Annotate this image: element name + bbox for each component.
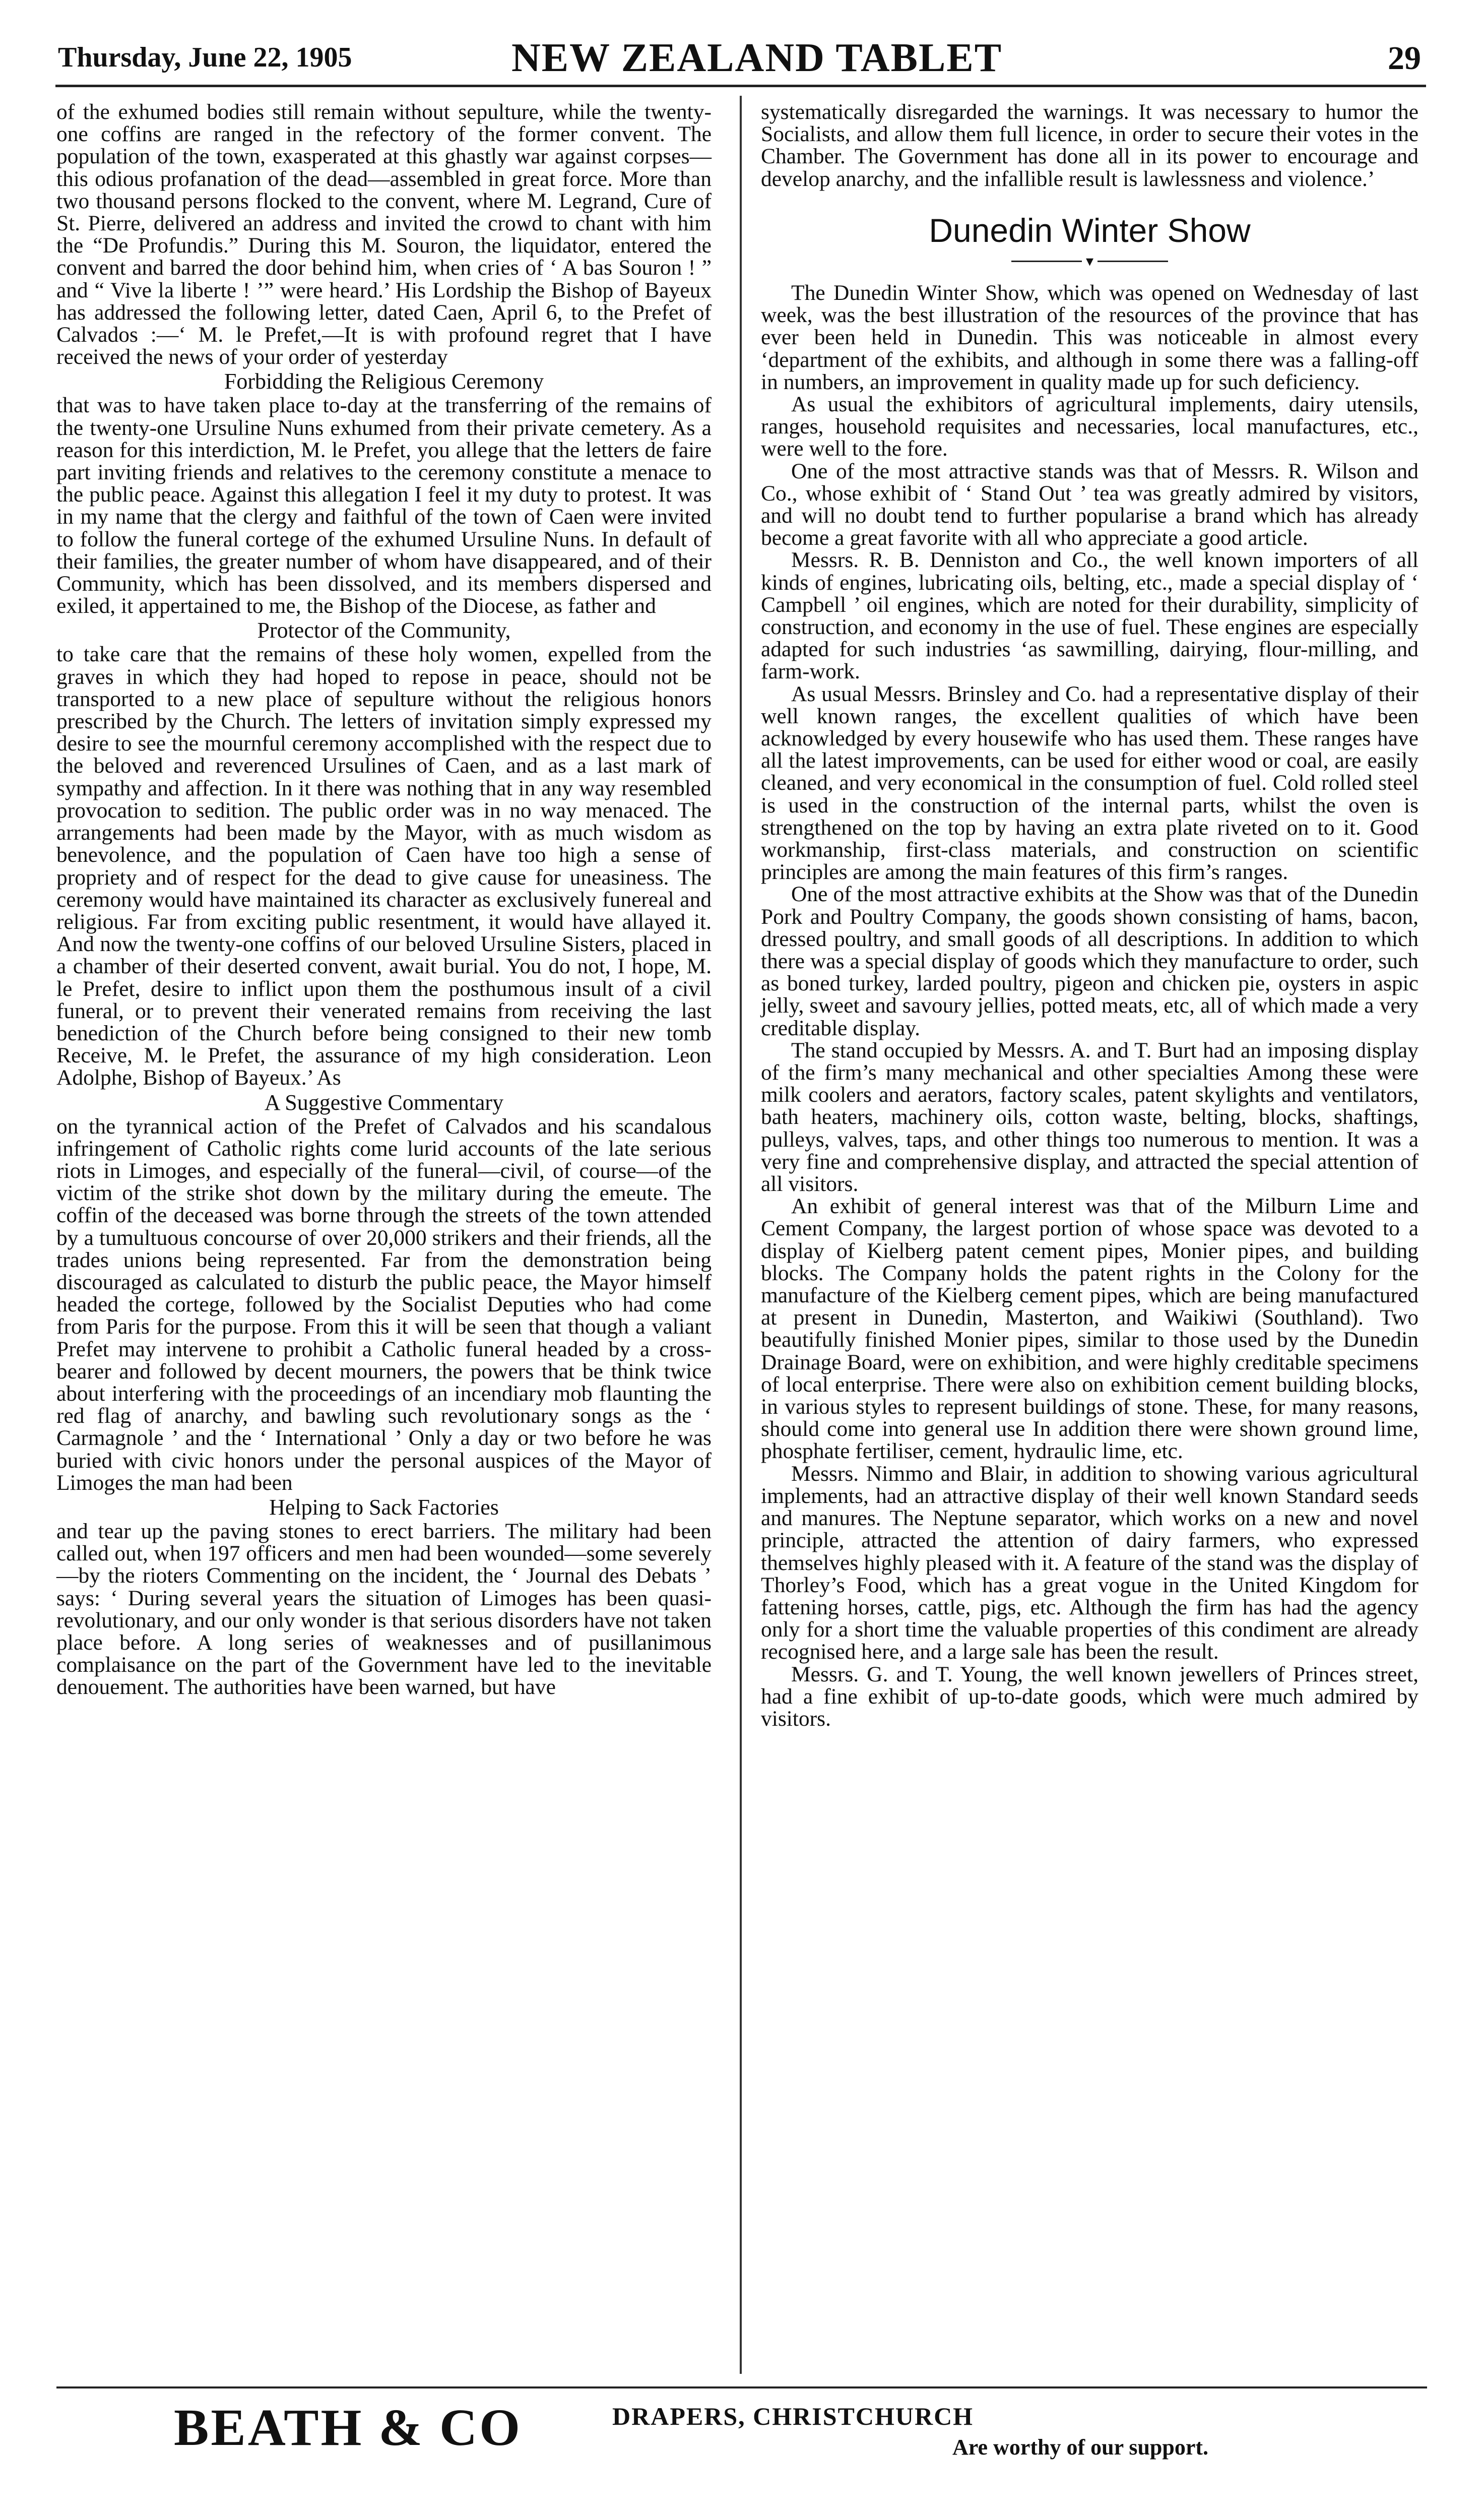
article-paragraph: that was to have taken place to-day at the transferring of the remains of the twenty-one Ursuline Nuns exhumed from their private cemetery. As a reason for this interdiction, M. le Prefet, you allege that the letters de faire part inviting friends and relatives to the ceremony constitute a menace to the public peace. Against this allegation I feel it my duty to protest. It was in my name that the clergy and faithful of the town of Caen were invited to follow the funeral cortege of the exhumed Ursuline Nuns. In default of their families, the greater number of whom have disappeared, and of their Community, which has been dissolved, and its members dispersed and exiled, it appertained to me, the Bishop of the Diocese, as father and: [56, 393, 712, 618]
article-paragraph: One of the most attractive stands was that of Messrs. R. Wilson and Co., whose exhibit of ‘ Stand Out ’ tea was greatly admired by visitors, and will no doubt tend to further popularise a brand which has already become a great favorite with all who appreciate a good article.: [761, 459, 1418, 550]
ornament-rule: [761, 250, 1418, 272]
subheading: A Suggestive Commentary: [264, 1090, 504, 1115]
article-paragraph: As usual Messrs. Brinsley and Co. had a representative display of their well known ranges, the excellent qualities of which have been acknowledged by every housewife who has used them. These ranges have all the latest improvements, can be used for either wood or coal, are easily cleaned, and very economical in the consumption of fuel. Cold rolled steel is used in the construction of the internal parts, whilst the oven is strengthened on the top by having an extra plate riveted on to it. Good workmanship, first-class materials, and construction on scientific principles are among the main features of this firm’s ranges.: [761, 681, 1418, 885]
section-title: Dunedin Winter Show: [929, 211, 1251, 249]
article-paragraph: of the exhumed bodies still remain without sepulture, while the twenty-one coffins are ranged in the refectory of the former convent. The population of the town, exasperated at this ghastly war against corpses—this odious profanation of the dead—assembled in great force. More than two thousand persons flocked to the convent, where M. Legrand, Cure of St. Pierre, delivered an address and invited the crowd to chant with him the “De Profundis.” During this M. Souron, the liquidator, entered the convent and barred the door behind him, when cries of ‘ A bas Souron ! ” and “ Vive la liberte ! ’” were heard.’ His Lordship the Bishop of Bayeux has addressed the following letter, dated Caen, April 6, to the Prefet of Calvados :—‘ M. le Prefet,—It is with profound regret that I have received the news of your order of yesterday: [56, 100, 712, 369]
article-paragraph: systematically disregarded the warnings. It was necessary to humor the Socialists, and allow them full licence, in order to secure their votes in the Chamber. The Government has done all in its power to encourage and develop anarchy, and the infallible result is lawlessness and violence.’: [761, 100, 1418, 191]
ornament-line: [1098, 261, 1168, 262]
article-paragraph: to take care that the remains of these holy women, expelled from the graves in which they had hoped to repose in peace, should not be transported to a new place of sepulture without the religious honors prescribed by the Church. The letters of invitation simply expressed my desire to see the mournful ceremony accomplished with the respect due to the beloved and reverenced Ursulines of Caen, and as a last mark of sympathy and affection. In it there was nothing that in any way resembled provocation to sedition. The public order was in no way menaced. The arrangements had been made by the Mayor, with as much wisdom as benevolence, and the population of Caen have too high a sense of propriety and of respect for the dead to give cause for uneasiness. The ceremony would have maintained its character as exclusively funereal and religious. Far from exciting public resentment, it would have allayed it. And now the twenty-one coffins of our beloved Ursuline Sisters, placed in a chamber of their deserted convent, await burial. You do not, I hope, M. le Prefet, desire to inflict upon them the posthumous insult of a civil funeral, or to prevent their venerated remains from receiving the last benediction of the Church before being consigned to their new tomb Receive, M. le Prefet, the assurance of my high consideration. Leon Adolphe, Bishop of Bayeux.’ As: [56, 642, 712, 1090]
article-paragraph: Messrs. R. B. Denniston and Co., the well known importers of all kinds of engines, lubricating oils, belting, etc., made a special display of ‘ Campbell ’ oil engines, which are noted for their durability, simplicity of construction, and economy in the use of fuel. These engines are especially adapted for such industries ‘as sawmilling, dairying, flour-milling, and farm-work.: [761, 548, 1418, 684]
advertiser-slogan: Are worthy of our support.: [952, 2435, 1209, 2460]
article-paragraph: on the tyrannical action of the Prefet of Calvados and his scandalous infringement of Catholic rights come lurid accounts of the late serious riots in Limoges, and especially of the funeral—civil, of course—of the victim of the strike shot down by the military during the emeute. The coffin of the deceased was borne through the streets of the town attended by a tumultuous concourse of over 20,000 strikers and their friends, all the trades unions being represented. Far from the demonstration being discouraged as calculated to disturb the public peace, the Mayor himself headed the cortege, followed by the Socialist Deputies who had come from Paris for the purpose. From this it will be seen that though a valiant Prefet may intervene to prohibit a Catholic funeral headed by a cross-bearer and followed by decent mourners, the powers that be think twice about interfering with the proceedings of an incendiary mob flaunting the red flag of anarchy, and bawling such revolutionary songs as the ‘ Carmagnole ’ and the ‘ International ’ Only a day or two before he was buried with civic honors under the personal auspices of the Mayor of Limoges the man had been: [56, 1114, 712, 1495]
advertisement-footer: [174, 2392, 1383, 2492]
subheading: Forbidding the Religious Ceremony: [224, 369, 544, 394]
masthead: [58, 35, 1426, 81]
article-paragraph: One of the most attractive exhibits at the Show was that of the Dunedin Pork and Poultry Company, the goods shown consisting of hams, bacon, dressed poultry, and small goods of all descriptions. In addition to which there was a special display of goods which they manufacture to order, such as boned turkey, larded poultry, pigeon and chicken pie, oysters in aspic jelly, sweet and savoury jellies, potted meats, etc, all of which made a very creditable display.: [761, 882, 1418, 1040]
page-number: 29: [1388, 40, 1421, 77]
article-paragraph: and tear up the paving stones to erect barriers. The military had been called out, when 197 officers and men had been wounded—some severely—by the rioters Commenting on the incident, the ‘ Journal des Debats ’ says: ‘ During several years the situation of Limoges has been quasi-revolutionary, and our only wonder is that serious disorders have not taken place before. A long series of weaknesses and of pusillanimous complaisance on the part of the Government have led to the inevitable denouement. The authorities have been warned, but have: [56, 1519, 712, 1700]
ornament-diamond-icon: ▾: [1085, 253, 1094, 270]
advertiser-trade: DRAPERS, CHRISTCHURCH: [612, 2402, 974, 2430]
issue-date: Thursday, June 22, 1905: [58, 42, 352, 73]
left-column: [56, 101, 712, 1699]
footer-rule: [56, 2386, 1427, 2388]
article-paragraph: Messrs. G. and T. Young, the well known jewellers of Princes street, had a fine exhibit of up-to-date goods, which were much admired by visitors.: [761, 1662, 1418, 1731]
article-paragraph: The Dunedin Winter Show, which was opened on Wednesday of last week, was the best illustration of the resources of the province that has ever been held in Dunedin. This was noticeable in almost every ‘department of the exhibits, and although in some there was a falling-off in numbers, an improvement in quality made up for such deficiency.: [761, 280, 1418, 394]
article-paragraph: As usual the exhibitors of agricultural implements, dairy utensils, ranges, household requisites and necessaries, local manufactures, etc., were well to the fore.: [761, 392, 1418, 461]
advertiser-name: BEATH & CO: [174, 2399, 523, 2457]
subheading: Protector of the Community,: [257, 618, 511, 643]
ornament-line: [1011, 261, 1082, 262]
article-paragraph: An exhibit of general interest was that of the Milburn Lime and Cement Company, the largest portion of whose space was devoted to a display of Kielberg patent cement pipes, Monier pipes, and building blocks. The Company holds the patent rights in the Colony for the manufacture of the Kielberg cement pipes, which are being manufactured at present in Dunedin, Masterton, and Waikiwi (Southland). Two beautifully finished Monier pipes, similar to those used by the Dunedin Drainage Board, were on exhibition, and were highly creditable specimens of local enterprise. There were also on exhibition cement building blocks, in various styles to represent buildings of stone. These, for many reasons, should come into general use In addition there were shown ground lime, phosphate fertiliser, cement, hydraulic lime, etc.: [761, 1194, 1418, 1464]
subheading: Helping to Sack Factories: [269, 1494, 499, 1520]
newspaper-title: NEW ZEALAND TABLET: [511, 36, 1003, 80]
right-column: [761, 101, 1418, 1730]
article-paragraph: Messrs. Nimmo and Blair, in addition to showing various agricultural implements, had an attractive display of their well known Standard seeds and manures. The Neptune separator, which works on a new and novel principle, attracted the attention of dairy farmers, who expressed themselves highly pleased with it. A feature of the stand was the display of Thorley’s Food, which has a great vogue in the United Kingdom for fattening horses, cattle, pigs, etc. Although the firm has had the agency only for a short time the valuable properties of this condiment are already recognised here, and a large sale has been the result.: [761, 1461, 1418, 1664]
masthead-rule: [55, 85, 1426, 87]
column-divider: [740, 96, 742, 2374]
article-paragraph: The stand occupied by Messrs. A. and T. Burt had an imposing display of the firm’s many mechanical and other specialties Among these were milk coolers and aerators, factory scales, patent skylights and ventilators, bath heaters, machinery oils, cotton waste, belting, blocks, shaftings, pulleys, valves, taps, and other things too numerous to mention. It was a very fine and comprehensive display, and attracted the special attention of all visitors.: [761, 1038, 1418, 1197]
